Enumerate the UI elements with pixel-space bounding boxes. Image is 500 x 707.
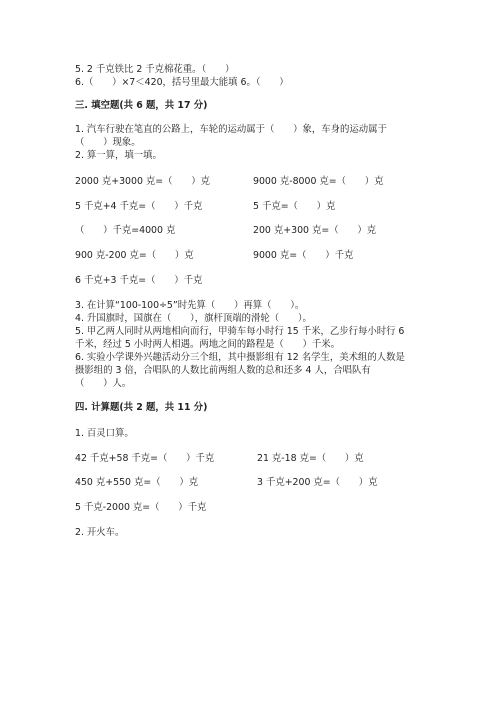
compute-q1: 1. 百灵口算。 — [75, 428, 134, 439]
fill-q5-line1: 5. 甲乙两人同时从两地相向而行，甲骑车每小时行 15 千米，乙步行每小时行 6 — [75, 326, 405, 337]
fill-q3: 3. 在计算“100-100÷5”时先算（ ）再算（ ）。 — [75, 300, 305, 311]
calc-item: 5 千克+4 千克=（ ）千克 — [75, 201, 203, 212]
calc-item: 9000 克-8000 克=（ ）克 — [253, 176, 384, 187]
section-3-title: 三. 填空题(共 6 题，共 17 分) — [75, 100, 208, 111]
fill-q2: 2. 算一算，填一填。 — [75, 150, 162, 161]
calc-item: 900 克-200 克=（ ）克 — [75, 250, 194, 261]
calc-item: 6 千克+3 千克=（ ）千克 — [75, 275, 203, 286]
calc-item: 21 克-18 克=（ ）克 — [257, 453, 364, 464]
calc-item: 9000 克=（ ）千克 — [253, 250, 354, 261]
section-4-title: 四. 计算题(共 2 题，共 11 分) — [75, 402, 208, 413]
compute-q2: 2. 开火车。 — [75, 527, 125, 538]
calc-item: （ ）千克=4000 克 — [75, 225, 176, 236]
fill-q6-line3: （ ）人。 — [75, 378, 132, 389]
fill-q5-line2: 千米，经过 5 小时两人相遇。两地之间的路程是（ ）千米。 — [75, 339, 341, 350]
fill-q6-line2: 摄影组的 3 倍，合唱队的人数比前两组人数的总和还多 4 人，合唱队有 — [75, 365, 371, 376]
calc-item: 2000 克+3000 克=（ ）克 — [75, 176, 211, 187]
question-5-true-false: 5. 2 千克铁比 2 千克棉花重。（ ） — [75, 64, 235, 75]
question-6-true-false: 6.（ ）×7＜420，括号里最大能填 6。（ ） — [75, 77, 289, 88]
calc-item: 42 千克+58 千克=（ ）千克 — [75, 453, 215, 464]
calc-item: 5 千克-2000 克=（ ）千克 — [75, 502, 207, 513]
fill-q6-line1: 6. 实验小学课外兴趣活动分三个组，其中摄影组有 12 名学生，美术组的人数是 — [75, 352, 405, 363]
calc-item: 3 千克+200 克=（ ）克 — [257, 477, 378, 488]
calc-item: 200 克+300 克=（ ）克 — [253, 225, 377, 236]
fill-q1-line1: 1. 汽车行驶在笔直的公路上，车轮的运动属于（ ）象，车身的运动属于 — [75, 124, 387, 135]
calc-item: 450 克+550 克=（ ）克 — [75, 477, 199, 488]
calc-item: 5 千克=（ ）克 — [253, 201, 336, 212]
fill-q1-line2: （ ）现象。 — [75, 137, 141, 148]
fill-q4: 4. 升国旗时，国旗在（ ），旗杆顶端的滑轮（ ）。 — [75, 313, 312, 324]
